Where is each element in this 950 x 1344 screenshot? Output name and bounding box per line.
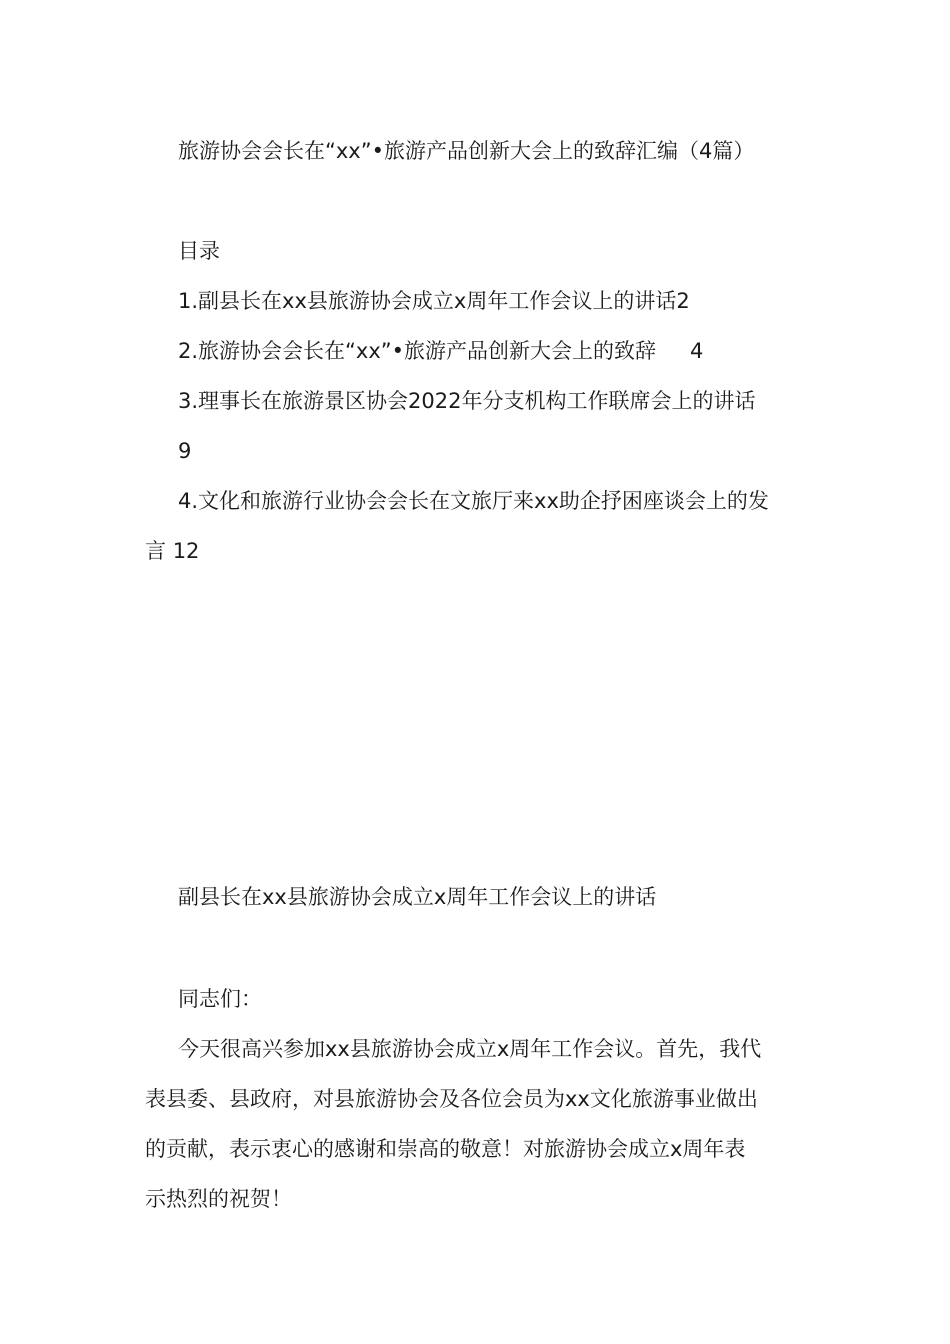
toc-item-text: 3.理事长在旅游景区协会2022年分支机构工作联席会上的讲话 — [178, 389, 756, 413]
toc-item-text: 4.文化和旅游行业协会会长在文旅厅来xx助企抒困座谈会上的发 — [178, 489, 769, 513]
toc-item-4[interactable] — [178, 487, 769, 515]
paragraph-line-4: 示热烈的祝贺！ — [145, 1187, 292, 1211]
salutation: 同志们： — [178, 987, 262, 1011]
toc-item-1[interactable] — [178, 287, 690, 315]
toc-item-2[interactable] — [178, 337, 703, 365]
toc-item-text: 2.旅游协会会长在“xx”•旅游产品创新大会上的致辞 — [178, 339, 657, 363]
toc-item-4-continued[interactable] — [145, 537, 199, 565]
toc-item-3-page[interactable] — [178, 437, 191, 465]
toc-item-page: 12 — [172, 539, 200, 563]
paragraph-line-1: 今天很高兴参加xx县旅游协会成立x周年工作会议。首先，我代 — [178, 1037, 762, 1061]
paragraph-line-2: 表县委、县政府，对县旅游协会及各位会员为xx文化旅游事业做出 — [145, 1087, 758, 1111]
toc-item-page: 9 — [178, 439, 192, 463]
toc-item-text-continued: 言 — [145, 539, 166, 563]
toc-item-3[interactable] — [178, 387, 755, 415]
document-title: 旅游协会会长在“xx”•旅游产品创新大会上的致辞汇编（4篇） — [178, 139, 755, 163]
section-heading: 副县长在xx县旅游协会成立x周年工作会议上的讲话 — [178, 885, 657, 909]
toc-item-page: 4 — [690, 339, 704, 363]
toc-item-page: 2 — [676, 289, 690, 313]
paragraph-line-3: 的贡献，表示衷心的感谢和崇高的敬意！对旅游协会成立x周年表 — [145, 1137, 746, 1161]
toc-item-text: 1.副县长在xx县旅游协会成立x周年工作会议上的讲话 — [178, 289, 677, 313]
toc-heading: 目录 — [178, 239, 220, 263]
